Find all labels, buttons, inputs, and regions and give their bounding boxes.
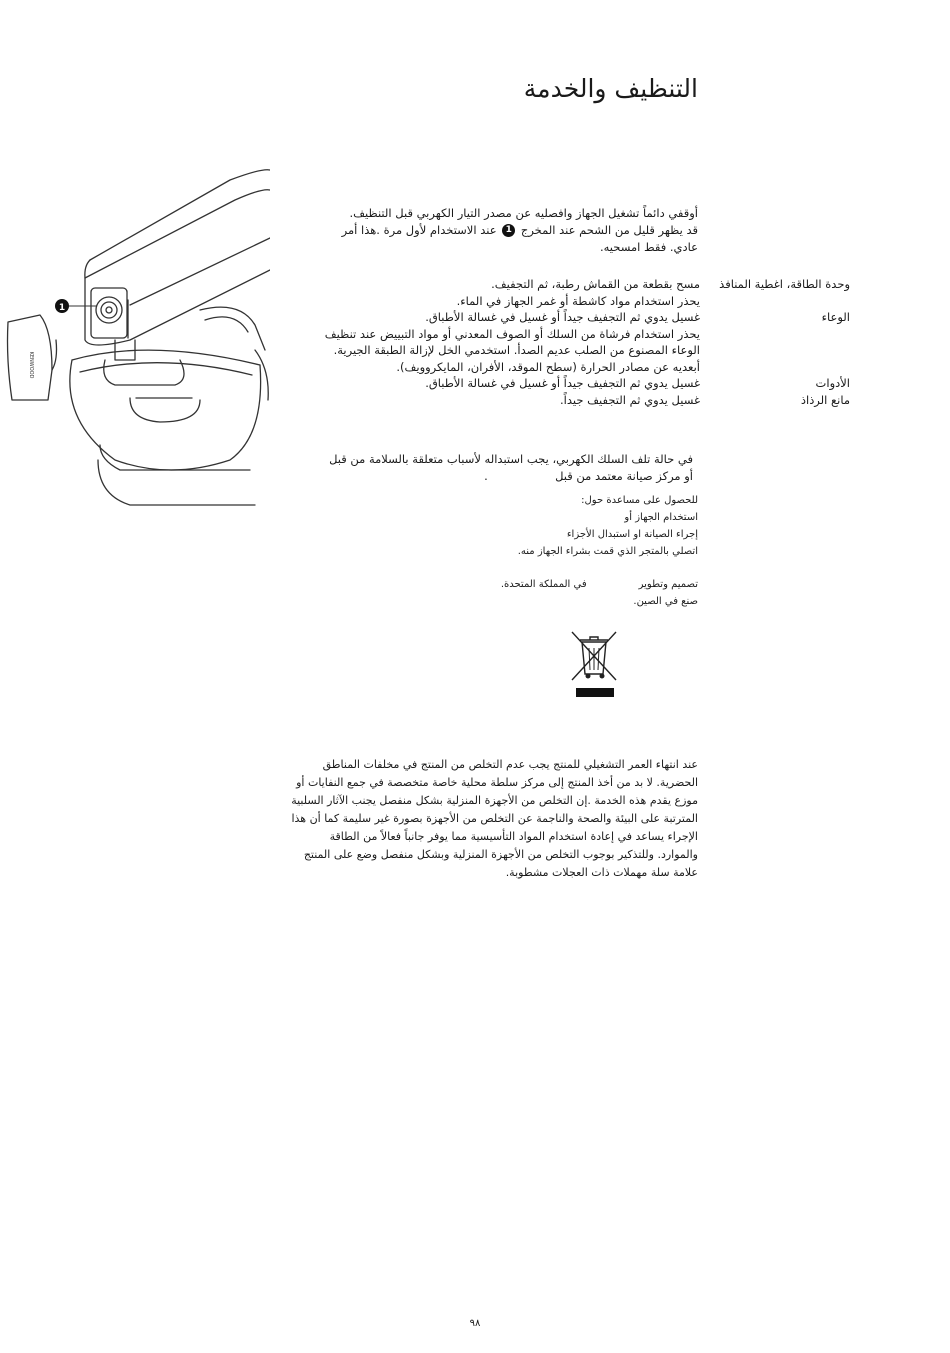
care-desc-bowl (300, 309, 710, 375)
weee-crossed-bin-icon (568, 630, 620, 700)
care-label-splash-guard: مانع الرذاذ (800, 392, 850, 407)
care-label-tools: الأدوات (815, 376, 850, 390)
callout-badge: 1 (502, 224, 515, 237)
disposal-section (280, 756, 698, 882)
intro-section (330, 205, 698, 256)
care-line: مسح بقطعة من القماش رطبة، ثم التجفيف. (491, 277, 700, 291)
disposal-line: المترتبة على البيئة والصحة والناجمة عن التخلص من الأجهزة بصورة غير سليمة كما أن هذا (291, 812, 698, 825)
illustration-callout: 1 (58, 303, 66, 313)
care-row-splash-guard (300, 392, 850, 409)
help-line: إجراء الصيانة او استبدال الأجزاء (566, 529, 698, 540)
care-line: غسيل يدوي ثم التجفيف جيداً أو غسيل في غسالة الأطباق. (425, 376, 700, 390)
help-section (470, 492, 698, 560)
care-line: الوعاء المصنوع من الصلب عديم الصدأ. استخدمي الخل لإزالة الطبقة الجيرية. (333, 343, 700, 357)
disposal-line: الإجراء يساعد في إعادة استخدام المواد التأسيسية مما يوفر جانباً فعالاً من الطاقة (329, 830, 698, 843)
disposal-line: والموارد. وللتذكير بوجوب التخلص من الأجهزة المنزلية وبشكل منفصل وضع على المنتج (303, 848, 698, 861)
help-line: اتصلي بالمتجر الذي قمت بشراء الجهاز منه. (517, 546, 698, 557)
care-line: غسيل يدوي ثم التجفيف جيداً. (560, 392, 700, 407)
designed-right: في المملكة المتحدة. (500, 579, 587, 590)
service-line-2 (310, 468, 693, 485)
mixer-illustration (0, 160, 270, 520)
disposal-line: موزع يقدم هذه الخدمة .إن التخلص من الأجهزة المنزلية بشكل منفصل يجنب الآثار السلبية (291, 794, 698, 807)
help-line: استخدام الجهاز أو (624, 512, 698, 523)
care-desc-tools (300, 375, 710, 392)
service-line-2-end: . (484, 469, 488, 483)
cover-brand-text: KENWOOD (28, 351, 34, 379)
help-line: للحصول على مساعدة حول: (581, 495, 698, 506)
care-desc-power-unit (300, 276, 710, 309)
care-desc-splash-guard (300, 392, 710, 409)
intro-line-1: أوقفي دائماً تشغيل الجهاز وافصليه عن مصدر التيار الكهربي قبل التنظيف. (349, 206, 698, 220)
disposal-line: عند انتهاء العمر التشغيلي للمنتج يجب عدم التخلص من المنتج في مخلفات المناطق (322, 758, 698, 771)
disposal-line: الحضرية. لا بد من أخذ المنتج إلى مركز سلطة محلية خاصة متخصصة في جمع النفايات أو (296, 776, 698, 789)
care-line: غسيل يدوي ثم التجفيف جيداً أو غسيل في غسالة الأطباق. (425, 310, 700, 324)
designed-left: تصميم وتطوير (638, 579, 698, 590)
service-line-1: في حالة تلف السلك الكهربي، يجب استبداله لأسباب متعلقة بالسلامة من قبل (329, 452, 693, 466)
care-row-tools (300, 375, 850, 392)
care-label-bowl: الوعاء (821, 310, 850, 324)
care-row-bowl (300, 309, 850, 375)
service-section (310, 451, 693, 485)
intro-line-2 (330, 222, 698, 239)
made-in-line: صنع في الصين. (633, 596, 698, 607)
page-title: التنظيف والخدمة (523, 74, 698, 103)
credits-section (480, 576, 698, 610)
intro-line-3: عادي. فقط امسحيه. (599, 240, 698, 254)
service-line-2-text: أو مركز صيانة معتمد من قبل (555, 469, 693, 483)
care-table (300, 276, 850, 408)
page-number: ٩٨ (469, 1318, 481, 1329)
care-line: أبعديه عن مصادر الحرارة (سطح الموقد، الأفران، المايكروويف). (396, 359, 700, 374)
intro-line-2-start: قد يظهر قليل من الشحم عند المخرج (520, 223, 698, 237)
intro-line-2-end: عند الاستخدام لأول مرة .هذا أمر (341, 223, 497, 237)
care-line: يحذر استخدام فرشاة من السلك أو الصوف المعدني أو مواد التبييض عند تنظيف (324, 326, 700, 341)
designed-line (480, 576, 698, 593)
care-row-power-unit (300, 276, 850, 309)
care-label-power-unit: وحدة الطاقة، اغطية المنافذ (719, 277, 850, 291)
disposal-line: علامة سلة مهملات ذات العجلات مشطوبة. (505, 866, 698, 879)
care-line: يحذر استخدام مواد كاشطة أو غمر الجهاز في الماء. (456, 293, 700, 308)
